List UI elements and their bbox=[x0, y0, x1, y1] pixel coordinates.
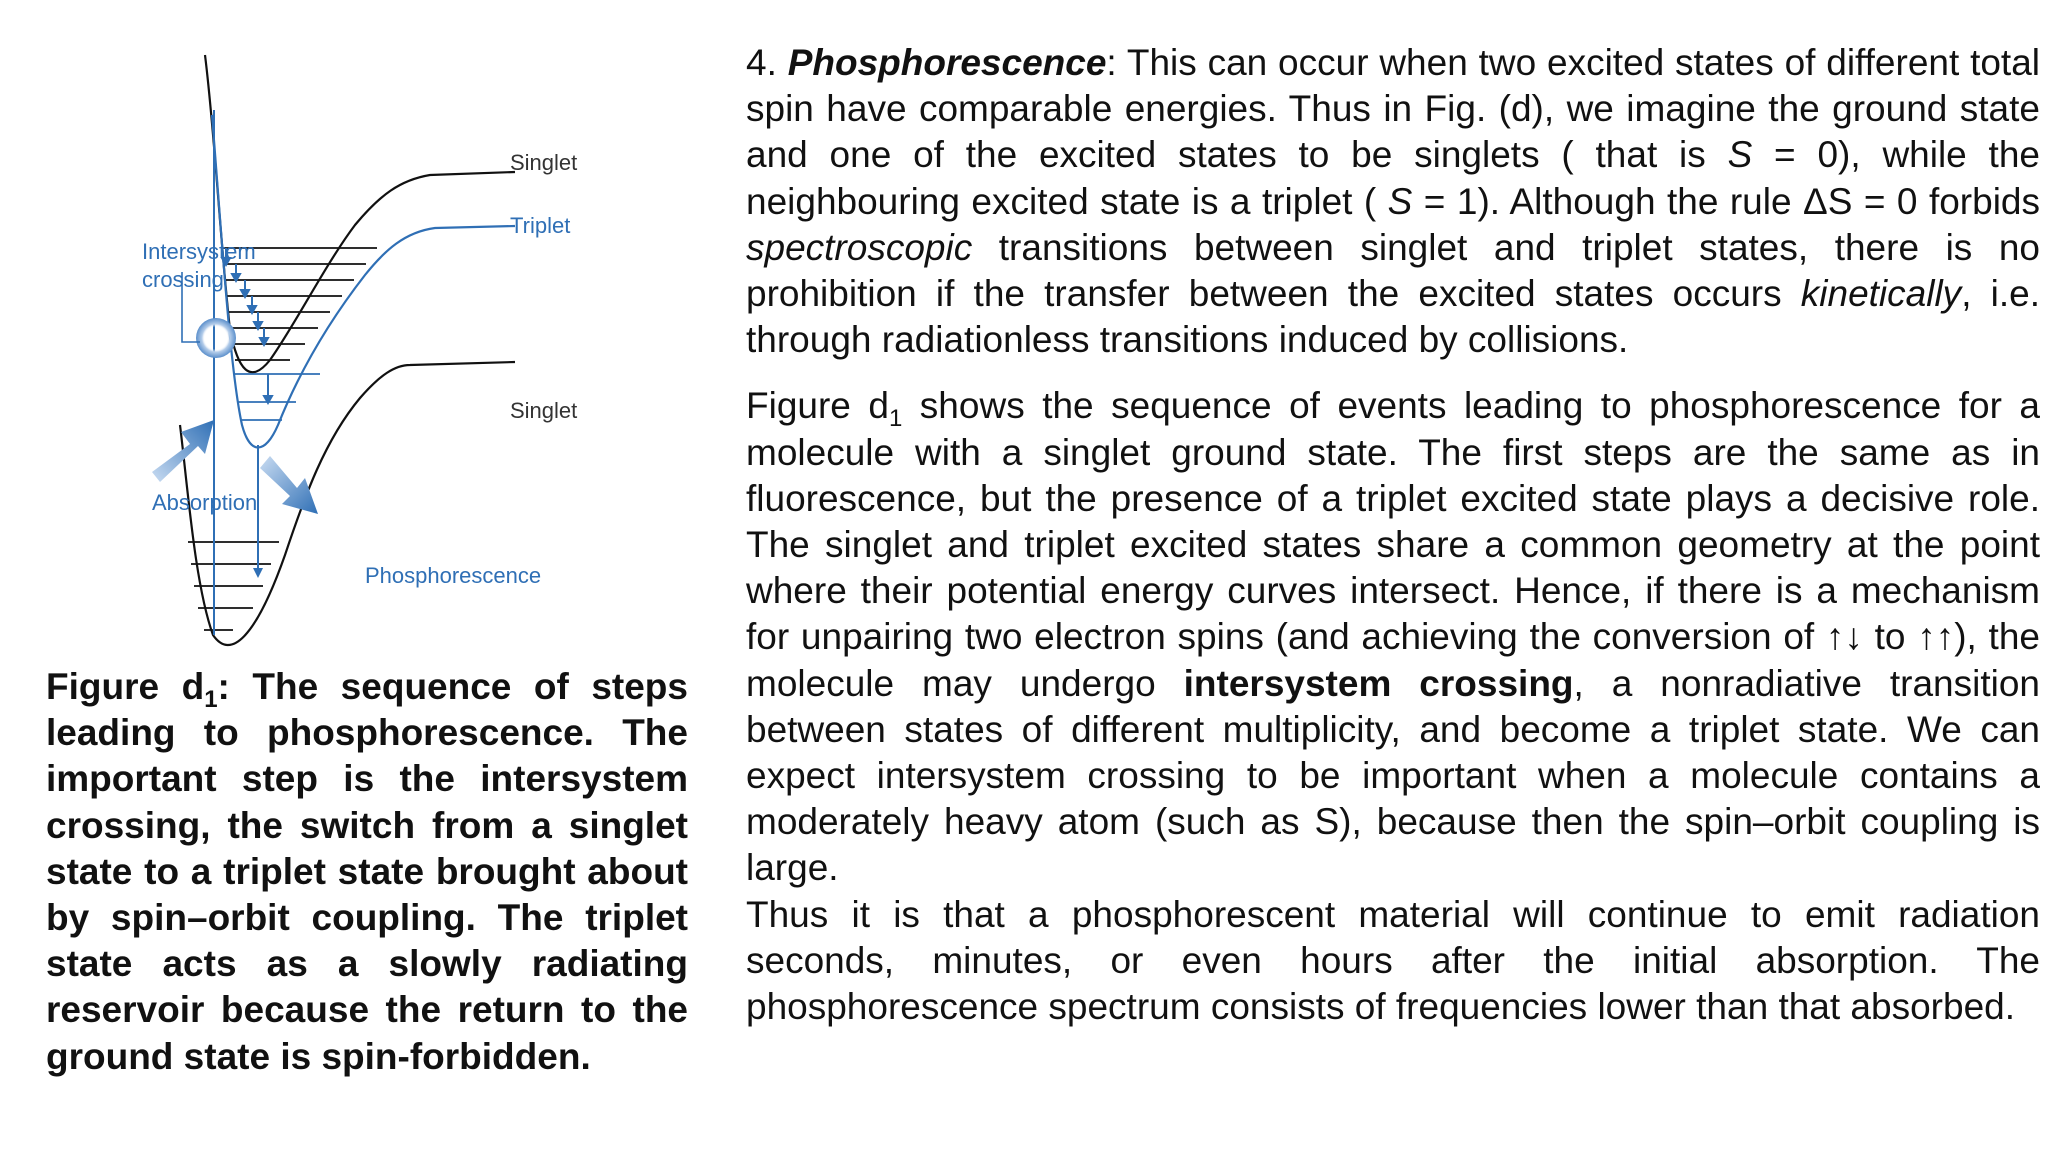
label-crossing: crossing bbox=[142, 267, 224, 292]
p1-text-5: , i.e. through radiationless transitions induced by collisions. bbox=[746, 273, 2040, 361]
upper-singlet-curve bbox=[205, 55, 515, 372]
label-triplet: Triplet bbox=[510, 213, 571, 238]
label-phosphorescence: Phosphorescence bbox=[365, 563, 542, 588]
label-absorption: Absorption bbox=[152, 490, 258, 515]
label-intersystem: Intersystem bbox=[142, 239, 256, 264]
phosphorescence-line-arrowhead bbox=[253, 568, 263, 578]
p2-bold-term: intersystem crossing bbox=[1183, 662, 1574, 704]
section-number: 4. bbox=[746, 42, 788, 83]
paragraph-phosphorescence bbox=[746, 40, 2040, 363]
section-term: Phosphorescence bbox=[787, 42, 1107, 83]
p1-text-2: = 0), while the neighbouring excited state is a triplet ( bbox=[746, 134, 2040, 222]
p1-symbol-s1: S bbox=[1727, 134, 1753, 176]
caption-text: : The sequence of steps leading to phosphorescence. The important step is the intersystem crossing, the switch from a singlet state to a triplet state brought about by spin–orbit coupling. The triplet state acts as a slowly radiating reservoir because the return to the ground state is spin-forbidden. bbox=[46, 666, 688, 1077]
caption-lead-sub: 1 bbox=[204, 686, 218, 713]
p1-symbol-s2: S bbox=[1387, 180, 1413, 222]
absorption-arrow bbox=[152, 420, 214, 482]
triplet-curve bbox=[212, 115, 515, 448]
caption-lead: Figure d bbox=[46, 666, 205, 707]
label-singlet-upper: Singlet bbox=[510, 150, 578, 175]
jablonski-diagram bbox=[130, 40, 690, 660]
paragraph-figure-description bbox=[746, 383, 2040, 891]
p1-text-1: : This can occur when two excited states of different total spin have comparable energies. Thus in Fig. (d), we imagine the ground state and one of the excited states to be singlets ( that is bbox=[746, 42, 2041, 176]
p2-text-a: Figure d bbox=[746, 385, 889, 427]
p1-emphasis-1: spectroscopic bbox=[746, 226, 973, 268]
body-text bbox=[746, 40, 2040, 1030]
p2-text-b: shows the sequence of events leading to phosphorescence for a molecule with a singlet ground state. The first steps are the same as in fluorescence, but the presence of a triplet excited state plays a decisive role. The singlet and triplet excited states share a common geometry at the point where their potential energy curves intersect. Hence, if there is a mechanism for unpairing two electron spins (and achieving the conversion of ↑↓ to ↑↑), the molecule may undergo bbox=[746, 385, 2040, 704]
figure-caption bbox=[46, 664, 688, 1080]
ground-vibrational-levels bbox=[188, 542, 279, 630]
intersystem-crossing-marker bbox=[196, 318, 236, 358]
label-singlet-lower: Singlet bbox=[510, 398, 578, 423]
upper-vibrational-levels bbox=[223, 248, 377, 360]
p2-sub: 1 bbox=[888, 405, 903, 433]
p2-text-c: , a nonradiative transition between states of different multiplicity, and become a triplet state. We can expect intersystem crossing to be important when a molecule contains a moderately heavy atom (such as S), because then the spin–orbit coupling is large. bbox=[746, 662, 2040, 889]
paragraph-emission: Thus it is that a phosphorescent material will continue to emit radiation seconds, minutes, or even hours after the initial absorption. The phosphorescence spectrum consists of frequencies lower than that absorbed. bbox=[746, 893, 2040, 1028]
triplet-vibrational-levels bbox=[234, 374, 320, 420]
p1-text-3: = 1). Although the rule ΔS = 0 forbids bbox=[1412, 180, 2040, 222]
p1-text-4: transitions between singlet and triplet states, there is no prohibition if the transfer between the excited states occurs bbox=[746, 226, 2040, 315]
p1-emphasis-2: kinetically bbox=[1800, 273, 1962, 315]
